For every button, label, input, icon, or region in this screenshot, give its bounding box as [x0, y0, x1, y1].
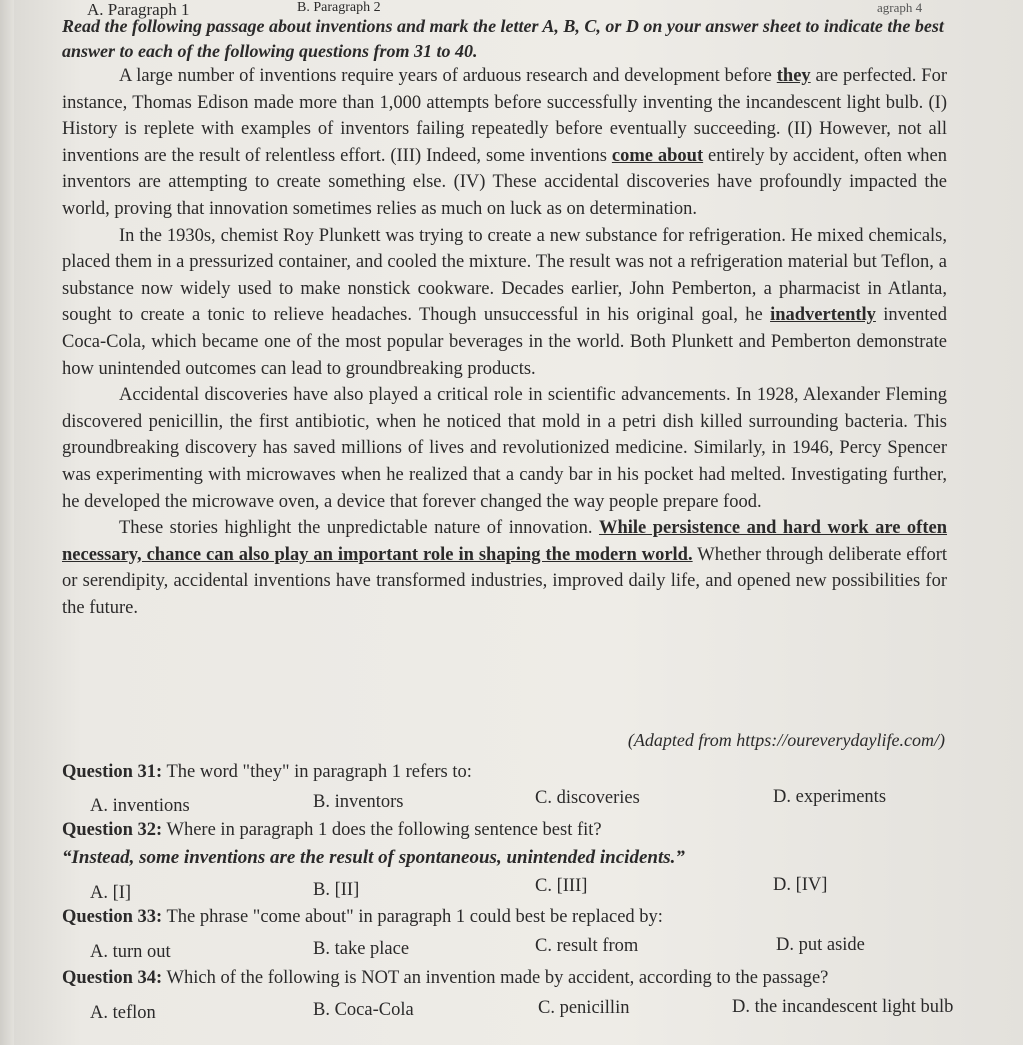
paragraph-4 [62, 515, 947, 621]
q31-option-a[interactable]: A. inventions [90, 796, 190, 816]
q34-option-b[interactable]: B. Coca-Cola [313, 1000, 414, 1020]
p1-text-2: are perfected. For instance, Thomas Edison made more than 1,000 attempts before successfully inventing the incandescent light bulb. (I) History is replete with examples of inventors failing repeatedly before eventually succeeding. (II) However, not all inventions are the result of relentless effort. (III) Indeed, some inventions [62, 66, 947, 166]
question-34-text: Which of the following is NOT an invention made by accident, according to the passage? [162, 968, 829, 988]
q32-option-b[interactable]: B. [II] [313, 880, 360, 900]
q34-option-d[interactable]: D. the incandescent light bulb [732, 997, 954, 1017]
question-32-text: Where in paragraph 1 does the following sentence best fit? [162, 820, 602, 840]
question-33 [62, 907, 663, 928]
prev-option-b: B. Paragraph 2 [297, 0, 381, 15]
q32-option-c[interactable]: C. [III] [535, 876, 588, 896]
prev-option-a: A. Paragraph 1 [87, 0, 190, 19]
question-32-label: Question 32: [62, 820, 163, 840]
question-31 [62, 762, 472, 783]
instructions: Read the following passage about inventions and mark the letter A, B, C, or D on your answer sheet to indicate the best answer to each of the following questions from 31 to 40. [62, 16, 944, 61]
prev-option-d: agraph 4 [877, 0, 923, 15]
book-gutter [0, 0, 14, 1045]
p2-text-2: invented Coca-Cola, which became one of the most popular beverages in the world. Both Plunkett and Pemberton demonstrate how unintended outcomes can lead to groundbreaking products. [62, 305, 947, 379]
reading-passage [62, 63, 947, 621]
q33-option-d[interactable]: D. put aside [776, 935, 865, 955]
source-citation: (Adapted from https://oureverydaylife.com/) [627, 730, 945, 750]
p1-text-3: entirely by accident, often when inventors are attempting to create something else. (IV) These accidental discoveries have profoundly impacted the world, proving that innovation sometimes relies as much on luck as on determination. [62, 145, 947, 219]
question-34 [62, 968, 828, 989]
question-33-text: The phrase "come about" in paragraph 1 could best be replaced by: [162, 907, 663, 927]
p1-underline-come-about: come about [611, 145, 704, 166]
p4-underline-sentence: While persistence and hard work are often necessary, chance can also play an important role in shaping the modern world. [62, 518, 948, 565]
p4-text-1: These stories highlight the unpredictable nature of innovation. [119, 518, 599, 539]
paragraph-2 [62, 223, 947, 383]
q34-option-c[interactable]: C. penicillin [538, 998, 630, 1018]
question-33-label: Question 33: [62, 907, 163, 927]
paragraph-1 [62, 63, 947, 223]
q34-option-a[interactable]: A. teflon [90, 1003, 156, 1023]
p1-underline-they: they [776, 66, 811, 86]
q31-option-c[interactable]: C. discoveries [535, 788, 640, 808]
q32-quoted-sentence: “Instead, some inventions are the result of spontaneous, unintended incidents.” [62, 847, 685, 868]
q33-option-c[interactable]: C. result from [535, 936, 639, 956]
q31-option-d[interactable]: D. experiments [773, 787, 887, 807]
q33-option-b[interactable]: B. take place [313, 939, 410, 959]
q32-option-d[interactable]: D. [IV] [773, 875, 828, 895]
q33-option-a[interactable]: A. turn out [90, 942, 171, 962]
question-31-text: The word "they" in paragraph 1 refers to: [162, 762, 472, 782]
paragraph-3: Accidental discoveries have also played a critical role in scientific advancements. In 1928, Alexander Fleming discovered penicillin, the first antibiotic, when he noticed that mold in a petri dish killed surrounding bacteria. This groundbreaking discovery has saved millions of lives and revolutionized medicine. Similarly, in 1946, Percy Spencer was experimenting with microwaves when he realized that a candy bar in his pocket had melted. Investigating further, he developed the microwave oven, a device that forever changed the way people prepare food. [62, 385, 947, 512]
p2-text-1: In the 1930s, chemist Roy Plunkett was trying to create a new substance for refrigeration. He mixed chemicals, placed them in a pressurized container, and cooled the mixture. The result was not a refrigeration material but Teflon, a substance now widely used to make nonstick cookware. Decades earlier, John Pemberton, a pharmacist in Atlanta, sought to create a tonic to relieve headaches. Though unsuccessful in his original goal, he [62, 225, 947, 326]
p2-underline-inadvertently: inadvertently [770, 305, 876, 326]
p4-text-2: Whether through deliberate effort or serendipity, accidental inventions have transformed industries, improved daily life, and opened new possibilities for the future. [62, 544, 948, 618]
question-31-label: Question 31: [62, 762, 163, 782]
question-34-label: Question 34: [62, 968, 163, 988]
p1-text-1: A large number of inventions require years of arduous research and development before [119, 66, 777, 86]
q32-option-a[interactable]: A. [I] [90, 883, 132, 903]
q31-option-b[interactable]: B. inventors [313, 792, 404, 812]
question-32 [62, 820, 602, 841]
